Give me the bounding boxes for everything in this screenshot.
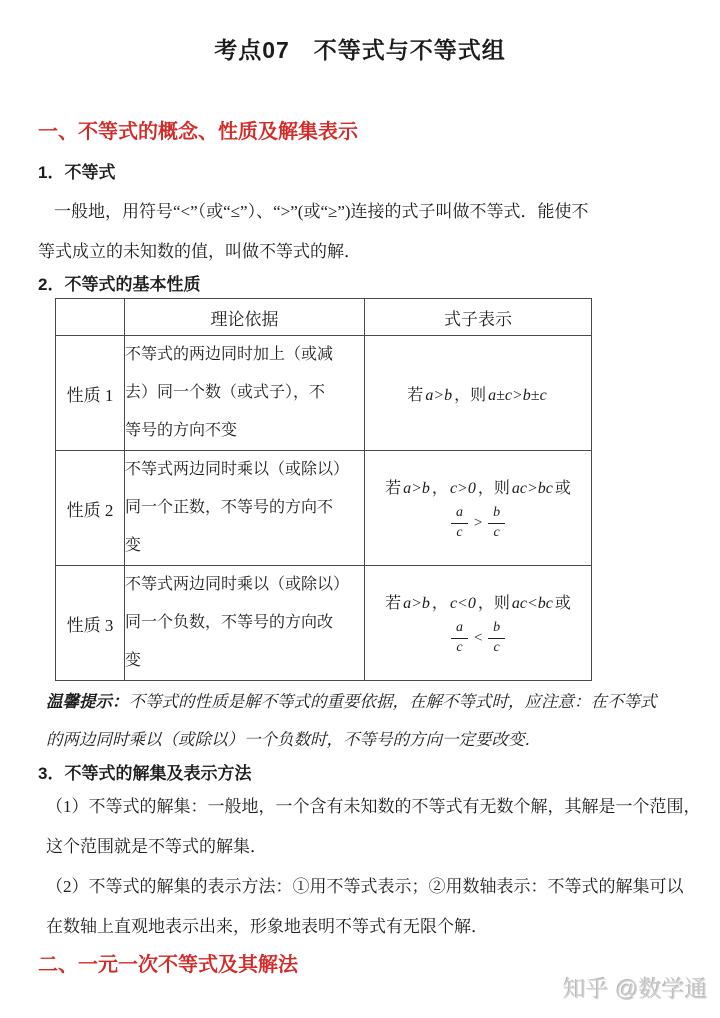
fraction-denominator: c xyxy=(456,639,463,655)
fraction-line xyxy=(451,505,505,540)
table-header-row xyxy=(56,299,592,336)
formula-text: ，则 xyxy=(454,386,487,404)
fraction xyxy=(488,505,505,540)
paragraph-inequality-definition xyxy=(38,192,682,272)
tip-text: 不等式的性质是解不等式的重要依据，在解不等式时，应注意：在不等式 xyxy=(128,692,657,711)
basis-line: 不等式两边同时乘以（或除以） xyxy=(125,461,350,478)
fraction-denominator: c xyxy=(493,524,500,540)
table-row xyxy=(56,451,592,566)
table-row xyxy=(56,566,592,681)
properties-table xyxy=(55,298,592,681)
formula-text: ，则 xyxy=(477,595,510,613)
basis-line: 同一个负数，不等号的方向改 xyxy=(125,614,334,631)
paragraph-line: 等式成立的未知数的值，叫做不等式的解． xyxy=(38,242,361,261)
formula-line xyxy=(385,475,571,498)
paragraph-line: 这个范围就是不等式的解集． xyxy=(46,837,267,856)
tip-line xyxy=(46,683,682,721)
property-label: 性质 2 xyxy=(56,451,125,566)
subheading-solution-set: 3．不等式的解集及表示方法 xyxy=(38,764,252,783)
basis-line: 去）同一个数（或式子），不 xyxy=(125,384,326,401)
header-cell-basis: 理论依据 xyxy=(125,299,365,336)
fraction-numerator: a xyxy=(451,505,468,523)
formula xyxy=(365,382,591,405)
formula xyxy=(365,475,591,540)
math-expression: c<0 xyxy=(449,595,476,613)
formula xyxy=(365,590,591,655)
paragraph-line: （2）不等式的解集的表示方法：①用不等式表示；②用数轴表示：不等式的解集可以 xyxy=(46,877,684,896)
paragraph-line: 在数轴上直观地表示出来，形象地表明不等式有无限个解． xyxy=(46,917,488,936)
paragraph-line: 一般地，用符号“<”（或“≤”）、“>”(或“≥”)连接的式子叫做不等式．能使不 xyxy=(54,202,589,221)
basis-line: 变 xyxy=(125,652,142,669)
tip-line: 的两边同时乘以（或除以）一个负数时，不等号的方向一定要改变． xyxy=(46,730,541,749)
math-expression: a>b xyxy=(403,480,430,498)
basis-line: 变 xyxy=(125,537,142,554)
page-title: 考点07 不等式与不等式组 xyxy=(214,37,506,63)
formula-text: 若 xyxy=(385,480,402,498)
formula-text: 若 xyxy=(385,595,402,613)
fraction-numerator: a xyxy=(451,620,468,638)
fraction xyxy=(451,620,468,655)
inequality-operator: < xyxy=(472,629,484,646)
formula-text: 或 xyxy=(554,595,571,613)
property-basis xyxy=(125,451,365,566)
property-basis xyxy=(125,566,365,681)
inequality-operator: > xyxy=(472,514,484,531)
property-basis xyxy=(125,336,365,451)
formula-text: ，则 xyxy=(477,480,510,498)
fraction xyxy=(488,620,505,655)
property-formula xyxy=(365,336,592,451)
formula-line xyxy=(385,590,571,613)
property-label: 性质 1 xyxy=(56,336,125,451)
section-heading-linear-inequality: 二、一元一次不等式及其解法 xyxy=(38,954,298,976)
math-expression: c>0 xyxy=(449,480,476,498)
formula-text: ， xyxy=(431,595,448,613)
fraction-numerator: b xyxy=(488,620,505,638)
math-expression: a>b xyxy=(425,386,453,404)
math-expression: a±c>b±c xyxy=(488,386,547,404)
subheading-basic-properties: 2．不等式的基本性质 xyxy=(38,275,201,294)
header-cell-formula: 式子表示 xyxy=(365,299,592,336)
basis-line: 不等式两边同时乘以（或除以） xyxy=(125,576,350,593)
math-expression: a>b xyxy=(403,595,430,613)
math-expression: ac<bc xyxy=(511,595,553,613)
fraction-line xyxy=(451,620,505,655)
paragraph-line: （1）不等式的解集：一般地，一个含有未知数的不等式有无数个解，其解是一个范围， xyxy=(46,797,701,816)
fraction xyxy=(451,505,468,540)
formula-text: 若 xyxy=(407,386,424,404)
property-formula xyxy=(365,566,592,681)
paragraph-solution-set xyxy=(46,787,701,867)
math-expression: ac>bc xyxy=(511,480,553,498)
tip-label: 温馨提示： xyxy=(46,692,129,711)
formula-text: 或 xyxy=(554,480,571,498)
basis-line: 同一个正数，不等号的方向不 xyxy=(125,499,334,516)
property-formula xyxy=(365,451,592,566)
fraction-denominator: c xyxy=(493,639,500,655)
header-cell-empty xyxy=(56,299,125,336)
fraction-denominator: c xyxy=(456,524,463,540)
fraction-numerator: b xyxy=(488,505,505,523)
basis-line: 等号的方向不变 xyxy=(125,422,238,439)
property-label: 性质 3 xyxy=(56,566,125,681)
subheading-inequality: 1．不等式 xyxy=(38,163,116,182)
zhihu-watermark: 知乎 @数学通 xyxy=(563,976,708,1002)
formula-text: ， xyxy=(431,480,448,498)
table-row xyxy=(56,336,592,451)
tip-note xyxy=(46,683,682,759)
paragraph-representation-methods xyxy=(46,867,682,947)
basis-line: 不等式的两边同时加上（或减 xyxy=(125,346,334,363)
formula-line xyxy=(407,382,548,405)
section-heading-concepts: 一、不等式的概念、性质及解集表示 xyxy=(38,121,358,143)
